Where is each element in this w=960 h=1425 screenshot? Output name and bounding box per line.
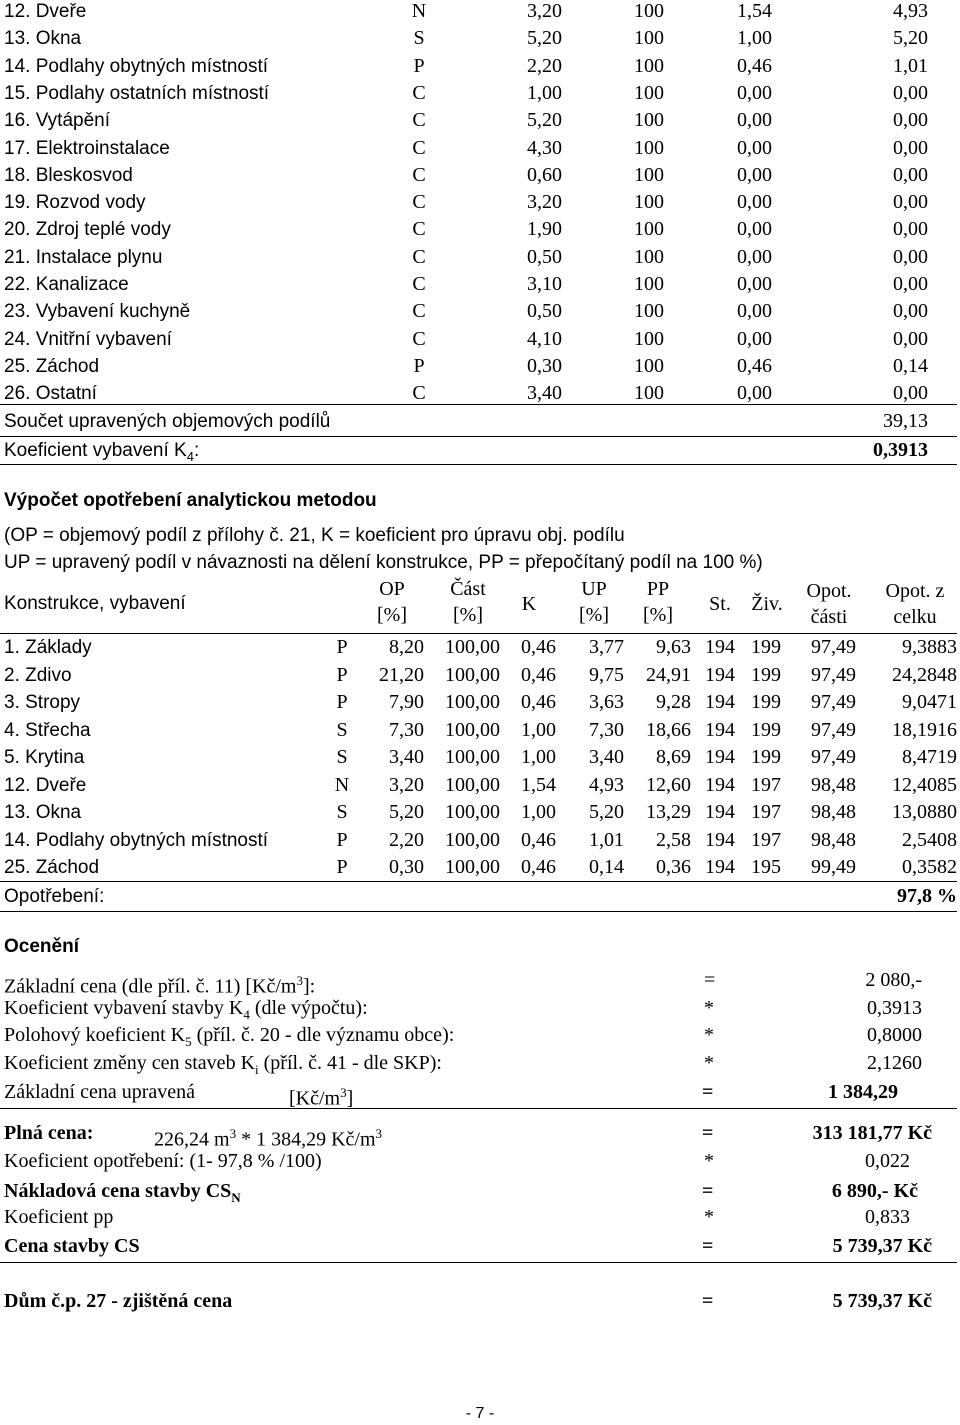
naklad-label: Nákladová cena stavby $CS_N$	[4, 1180, 241, 1205]
cell-name: 4. Střecha	[4, 719, 91, 741]
cell-up: 7,30	[589, 718, 624, 741]
header-cast-unit: [%]	[453, 604, 483, 626]
cell-up: 1,01	[893, 54, 928, 77]
header-name: Konstrukce, vybavení	[4, 593, 186, 614]
cell-cls: C	[412, 136, 426, 159]
cell-up: 0,00	[893, 273, 928, 295]
table-row	[4, 326, 957, 353]
table-row	[4, 244, 957, 271]
cell-up: 0,00	[893, 327, 928, 350]
wear-title: Výpočet opotřebení analytickou metodou	[4, 490, 377, 511]
cell-opc: 98,48	[811, 801, 856, 823]
table-row	[4, 271, 957, 298]
cell-k: 0,46	[737, 354, 772, 377]
cell-up: 5,20	[589, 801, 624, 823]
cell-cls: S	[336, 746, 348, 768]
final-value: 5 739,37 Kč	[832, 1290, 932, 1312]
valuation-value: 2 080,-	[865, 969, 922, 991]
table-row	[4, 854, 957, 881]
cena-value: 5 739,37 Kč	[832, 1235, 932, 1257]
cell-op: 3,40	[527, 382, 562, 405]
header-st: St.	[709, 593, 731, 615]
valuation-line	[4, 995, 957, 1022]
koef-row	[4, 437, 957, 464]
cell-st: 194	[705, 773, 735, 796]
wear-total-row	[4, 883, 957, 910]
upravena-value: 1 384,29	[828, 1081, 898, 1103]
cell-k: 0,00	[737, 273, 772, 295]
cell-up: 3,63	[589, 691, 624, 713]
plna-label: Plná cena:	[4, 1122, 94, 1144]
cell-name: 15. Podlahy ostatních místností	[4, 82, 270, 104]
table-row	[4, 799, 957, 826]
header-opot-casti-2: části	[810, 606, 848, 628]
final-op: =	[702, 1290, 714, 1312]
plna-row	[4, 1120, 957, 1151]
opot-row	[4, 1148, 957, 1175]
cell-cls: P	[336, 663, 348, 686]
cell-k: 0,00	[737, 327, 772, 350]
cell-opz: 18,1916	[892, 718, 957, 741]
page-number: - 7 -	[465, 1405, 495, 1422]
valuation-label: Základní cena (dle příl. č. 11) $[Kč/m^3]$:	[4, 973, 316, 998]
table-row	[4, 162, 957, 189]
cell-cls: P	[336, 691, 348, 713]
cell-up: 0,00	[893, 109, 928, 132]
wear-total-label: Opotřebení:	[4, 886, 105, 907]
cell-opz: 9,3883	[902, 636, 957, 658]
cell-up: 0,00	[893, 245, 928, 268]
cell-st: 194	[705, 856, 735, 878]
sum-value: 39,13	[883, 410, 928, 432]
cell-cast: 100,00	[445, 773, 500, 796]
divider	[0, 881, 957, 882]
cell-cast: 100,00	[445, 856, 500, 878]
cell-k: 0,00	[737, 81, 772, 104]
cell-up: 0,14	[893, 354, 928, 377]
cell-name: 25. Záchod	[4, 857, 100, 878]
cell-name: 14. Podlahy obytných místností	[4, 55, 269, 77]
cell-cls: C	[412, 81, 426, 104]
cell-op: 0,30	[389, 856, 424, 878]
cell-op: 1,90	[527, 218, 562, 241]
cell-up: 0,00	[893, 163, 928, 186]
cell-k: 0,46	[521, 663, 556, 686]
valuation-line	[4, 967, 957, 998]
cell-cls: C	[412, 273, 426, 295]
table-row	[4, 298, 957, 325]
cell-cast: 100	[634, 354, 664, 377]
pp-label: Koeficient pp	[4, 1206, 114, 1228]
cell-cast: 100	[634, 109, 664, 132]
cell-cls: C	[412, 218, 426, 241]
cell-name: 13. Okna	[4, 802, 82, 823]
cell-opz: 12,4085	[892, 773, 957, 796]
cell-up: 1,01	[589, 828, 624, 851]
cell-cast: 100,00	[445, 691, 500, 713]
cell-name: 18. Bleskosvod	[4, 164, 133, 186]
cell-opz: 9,0471	[902, 691, 957, 713]
cell-cls: C	[412, 382, 426, 405]
cell-ziv: 199	[751, 746, 781, 768]
cell-up: 3,40	[589, 746, 624, 768]
cell-ziv: 195	[751, 856, 781, 878]
valuation-title: Ocenění	[4, 936, 79, 957]
header-k: K	[521, 593, 537, 615]
header-up-unit: [%]	[579, 604, 609, 626]
wear-total-value: 97,8 %	[897, 885, 957, 907]
cell-pp: 24,91	[646, 663, 691, 686]
cell-cast: 100,00	[445, 718, 500, 741]
valuation-label: Koeficient změny cen staveb $K_i$ (příl. č. 41 - dle SKP):	[4, 1051, 442, 1077]
cell-op: 3,20	[527, 191, 562, 214]
cell-cls: C	[412, 245, 426, 268]
cell-cast: 100	[634, 136, 664, 159]
table-row	[4, 717, 957, 744]
cell-opz: 2,5408	[902, 828, 957, 851]
upravena-op: =	[702, 1081, 714, 1103]
sum-row	[4, 408, 957, 435]
table-row	[4, 189, 957, 216]
cell-name: 2. Zdivo	[4, 664, 72, 686]
cell-st: 194	[705, 801, 735, 823]
cell-name: 12. Dveře	[4, 774, 87, 796]
cell-cls: C	[412, 327, 426, 350]
divider	[0, 404, 957, 405]
valuation-op: =	[704, 969, 716, 991]
plna-calc: 226,24 $m^3 * 1$ 384,29 $Kč/m^3$	[154, 1126, 382, 1151]
cell-up: 0,14	[589, 856, 624, 878]
valuation-value: 0,3913	[867, 996, 922, 1019]
cena-op: =	[702, 1235, 714, 1257]
cell-k: 0,46	[521, 828, 556, 851]
cell-k: 0,00	[737, 136, 772, 159]
cell-name: 13. Okna	[4, 28, 82, 50]
table-row	[4, 107, 957, 134]
cell-k: 0,00	[737, 218, 772, 241]
cell-cast: 100,00	[445, 828, 500, 851]
cell-k: 0,00	[737, 191, 772, 214]
cell-k: 0,46	[521, 856, 556, 878]
cell-up: 9,75	[589, 663, 624, 686]
cell-op: 4,10	[527, 327, 562, 350]
cell-op: 5,20	[389, 801, 424, 823]
cell-cast: 100	[634, 163, 664, 186]
cell-pp: 9,63	[656, 636, 691, 658]
cell-pp: 12,60	[646, 773, 691, 796]
opot-value: 0,022	[865, 1150, 910, 1172]
cell-name: 26. Ostatní	[4, 383, 97, 405]
cell-op: 3,40	[389, 746, 424, 768]
cell-cast: 100	[634, 300, 664, 323]
cell-opc: 98,48	[811, 828, 856, 851]
cell-st: 194	[705, 746, 735, 768]
cell-opc: 99,49	[811, 856, 856, 878]
cell-k: 0,00	[737, 245, 772, 268]
cell-cast: 100,00	[445, 663, 500, 686]
cell-op: 0,50	[527, 245, 562, 268]
upravena-unit: $[Kč/m^3]$	[289, 1085, 354, 1110]
cell-opc: 97,49	[811, 691, 856, 713]
header-opot-casti: Opot.	[806, 580, 852, 602]
cell-name: 24. Vnitřní vybavení	[4, 328, 172, 350]
cena-label: Cena stavby CS	[4, 1235, 140, 1257]
naklad-value: 6 890,- Kč	[831, 1180, 918, 1202]
cell-name: 20. Zdroj teplé vody	[4, 219, 171, 241]
cell-opc: 97,49	[811, 663, 856, 686]
cell-up: 4,93	[589, 773, 624, 796]
cell-opz: 0,3582	[902, 856, 957, 878]
cell-k: 0,00	[737, 109, 772, 132]
pp-row	[4, 1204, 957, 1231]
valuation-value: 2,1260	[867, 1051, 922, 1074]
cell-opc: 97,49	[811, 718, 856, 741]
cell-ziv: 199	[751, 636, 781, 658]
cell-cls: C	[412, 109, 426, 132]
final-label: Dům č.p. 27 - zjištěná cena	[4, 1290, 233, 1312]
cena-row	[4, 1233, 957, 1260]
cell-opz: 13,0880	[892, 801, 957, 823]
cell-op: 0,30	[527, 354, 562, 377]
divider	[0, 464, 957, 465]
cell-op: 8,20	[389, 636, 424, 658]
cell-up: 0,00	[893, 218, 928, 241]
table-row	[4, 634, 957, 661]
cell-pp: 0,36	[656, 856, 691, 878]
cell-ziv: 197	[751, 801, 781, 823]
table-row	[4, 772, 957, 799]
cell-st: 194	[705, 663, 735, 686]
opot-label: Koeficient opotřebení: (1- 97,8 % /100)	[4, 1150, 322, 1172]
cell-op: 3,20	[527, 0, 562, 22]
table-row	[4, 744, 957, 771]
header-op-unit: [%]	[377, 604, 407, 626]
cell-op: 0,50	[527, 300, 562, 323]
cell-up: 0,00	[893, 300, 928, 323]
cell-cls: C	[412, 191, 426, 214]
cell-op: 3,20	[389, 773, 424, 796]
table-row	[4, 689, 957, 716]
table-row	[4, 353, 957, 380]
table-row	[4, 216, 957, 243]
cell-k: 1,54	[737, 0, 772, 22]
cell-cast: 100	[634, 27, 664, 50]
cell-up: 0,00	[893, 136, 928, 159]
cell-opc: 97,49	[811, 636, 856, 658]
cell-op: 21,20	[379, 663, 424, 686]
cell-up: 3,77	[589, 636, 624, 658]
cell-op: 1,00	[527, 81, 562, 104]
cell-cast: 100	[634, 273, 664, 295]
cell-cls: S	[413, 27, 425, 50]
divider	[0, 1262, 957, 1263]
cell-st: 194	[705, 636, 735, 658]
final-row	[4, 1288, 957, 1315]
cell-ziv: 199	[751, 718, 781, 741]
cell-cls: C	[412, 300, 426, 323]
cell-cast: 100	[634, 54, 664, 77]
cell-op: 7,90	[389, 691, 424, 713]
cell-up: 5,20	[893, 27, 928, 50]
cell-ziv: 199	[751, 663, 781, 686]
cell-name: 19. Rozvod vody	[4, 192, 146, 214]
table-row	[4, 80, 957, 107]
cell-name: 22. Kanalizace	[4, 274, 129, 295]
cell-st: 194	[705, 691, 735, 713]
cell-cast: 100,00	[445, 746, 500, 768]
valuation-line	[4, 1050, 957, 1077]
plna-op: =	[702, 1122, 714, 1144]
cell-cast: 100,00	[445, 801, 500, 823]
cell-up: 4,93	[893, 0, 928, 22]
cell-name: 16. Vytápění	[4, 110, 110, 132]
cell-name: 25. Záchod	[4, 355, 100, 377]
cell-name: 1. Základy	[4, 637, 92, 658]
cell-cast: 100	[634, 191, 664, 214]
wear-note-1: (OP = objemový podíl z přílohy č. 21, K = koeficient pro úpravu obj. podílu	[4, 525, 625, 546]
cell-op: 2,20	[527, 54, 562, 77]
cell-cls: N	[411, 0, 427, 22]
header-pp-unit: [%]	[643, 604, 673, 626]
header-up: UP	[581, 578, 607, 600]
valuation-line	[4, 1022, 957, 1049]
upravena-label: Základní cena upravená	[4, 1081, 196, 1103]
table-row	[4, 662, 957, 689]
cell-cls: P	[336, 636, 348, 658]
header-cast: Část	[450, 578, 486, 600]
cell-name: 5. Krytina	[4, 747, 85, 768]
cell-k: 0,00	[737, 382, 772, 405]
table-row	[4, 25, 957, 52]
cell-st: 194	[705, 718, 735, 741]
cell-up: 0,00	[893, 382, 928, 405]
valuation-label: Koeficient vybavení stavby $K_4$ (dle výpočtu):	[4, 996, 368, 1022]
cell-name: 14. Podlahy obytných místností	[4, 829, 269, 851]
naklad-row	[4, 1178, 957, 1205]
koef-label: Koeficient vybavení $K_4$:	[4, 440, 200, 464]
cell-cls: P	[336, 856, 348, 878]
cell-opz: 8,4719	[902, 746, 957, 768]
cell-op: 3,10	[527, 273, 562, 295]
cell-cls: P	[413, 354, 425, 377]
cell-cast: 100	[634, 218, 664, 241]
cell-cast: 100	[634, 245, 664, 268]
cell-k: 1,54	[521, 773, 556, 796]
cell-k: 1,00	[521, 718, 556, 741]
wear-note-2: UP = upravený podíl v návaznosti na dělení konstrukce, PP = přepočítaný podíl na 100 %)	[4, 552, 763, 573]
cell-cast: 100,00	[445, 636, 500, 658]
header-op: OP	[379, 578, 405, 600]
koef-value: 0,3913	[873, 439, 928, 461]
table-row	[4, 53, 957, 80]
cell-ziv: 199	[751, 691, 781, 713]
cell-cast: 100	[634, 327, 664, 350]
cell-pp: 9,28	[656, 691, 691, 713]
cell-pp: 18,66	[646, 718, 691, 741]
cell-op: 5,20	[527, 27, 562, 50]
cell-op: 4,30	[527, 136, 562, 159]
cell-pp: 2,58	[656, 828, 691, 851]
cell-st: 194	[705, 828, 735, 851]
cell-k: 0,46	[737, 54, 772, 77]
sum-label: Součet upravených objemových podílů	[4, 411, 331, 432]
valuation-label: Polohový koeficient $K_5$ (příl. č. 20 - dle významu obce):	[4, 1024, 455, 1049]
cell-cls: N	[334, 773, 350, 796]
valuation-op: *	[704, 996, 714, 1019]
header-opot-celku-2: celku	[893, 606, 937, 628]
cell-cls: P	[413, 54, 425, 77]
naklad-op: =	[702, 1180, 714, 1202]
header-opot-celku: Opot. z	[885, 580, 945, 602]
table-row	[4, 135, 957, 162]
cell-name: 23. Vybavení kuchyně	[4, 301, 191, 323]
plna-value: 313 181,77 Kč	[812, 1122, 932, 1144]
cell-pp: 13,29	[646, 801, 691, 823]
cell-cast: 100	[634, 81, 664, 104]
cell-op: 0,60	[527, 163, 562, 186]
table-row	[4, 0, 957, 25]
cell-k: 0,00	[737, 163, 772, 186]
cell-cls: P	[336, 828, 348, 851]
header-pp: PP	[646, 578, 670, 600]
valuation-value: 0,8000	[867, 1024, 922, 1046]
cell-cast: 100	[634, 382, 664, 405]
cell-name: 17. Elektroinstalace	[4, 137, 170, 159]
cell-k: 1,00	[521, 746, 556, 768]
pp-value: 0,833	[865, 1206, 910, 1228]
opot-op: *	[704, 1150, 714, 1172]
cell-up: 0,00	[893, 81, 928, 104]
cell-op: 2,20	[389, 828, 424, 851]
divider	[0, 1108, 957, 1109]
cell-name: 12. Dveře	[4, 1, 87, 22]
cell-cls: C	[412, 163, 426, 186]
wear-table-header	[4, 578, 957, 632]
cell-opc: 98,48	[811, 773, 856, 796]
cell-k: 0,46	[521, 636, 556, 658]
cell-k: 0,00	[737, 300, 772, 323]
upravena-row	[4, 1079, 957, 1110]
cell-cast: 100	[634, 0, 664, 22]
cell-op: 7,30	[389, 718, 424, 741]
cell-k: 0,46	[521, 691, 556, 713]
cell-up: 0,00	[893, 191, 928, 214]
pp-op: *	[704, 1206, 714, 1228]
cell-opc: 97,49	[811, 746, 856, 768]
cell-cls: S	[336, 801, 348, 823]
cell-name: 21. Instalace plynu	[4, 246, 163, 268]
cell-ziv: 197	[751, 828, 781, 851]
cell-pp: 8,69	[656, 746, 691, 768]
divider	[0, 911, 957, 912]
cell-ziv: 197	[751, 773, 781, 796]
valuation-op: *	[704, 1024, 714, 1046]
valuation-op: *	[704, 1051, 714, 1074]
cell-k: 1,00	[737, 27, 772, 50]
cell-name: 3. Stropy	[4, 692, 81, 713]
table-row	[4, 827, 957, 854]
cell-opz: 24,2848	[892, 663, 957, 686]
cell-k: 1,00	[521, 801, 556, 823]
cell-op: 5,20	[527, 109, 562, 132]
header-ziv: Živ.	[751, 593, 783, 615]
cell-cls: S	[336, 718, 348, 741]
